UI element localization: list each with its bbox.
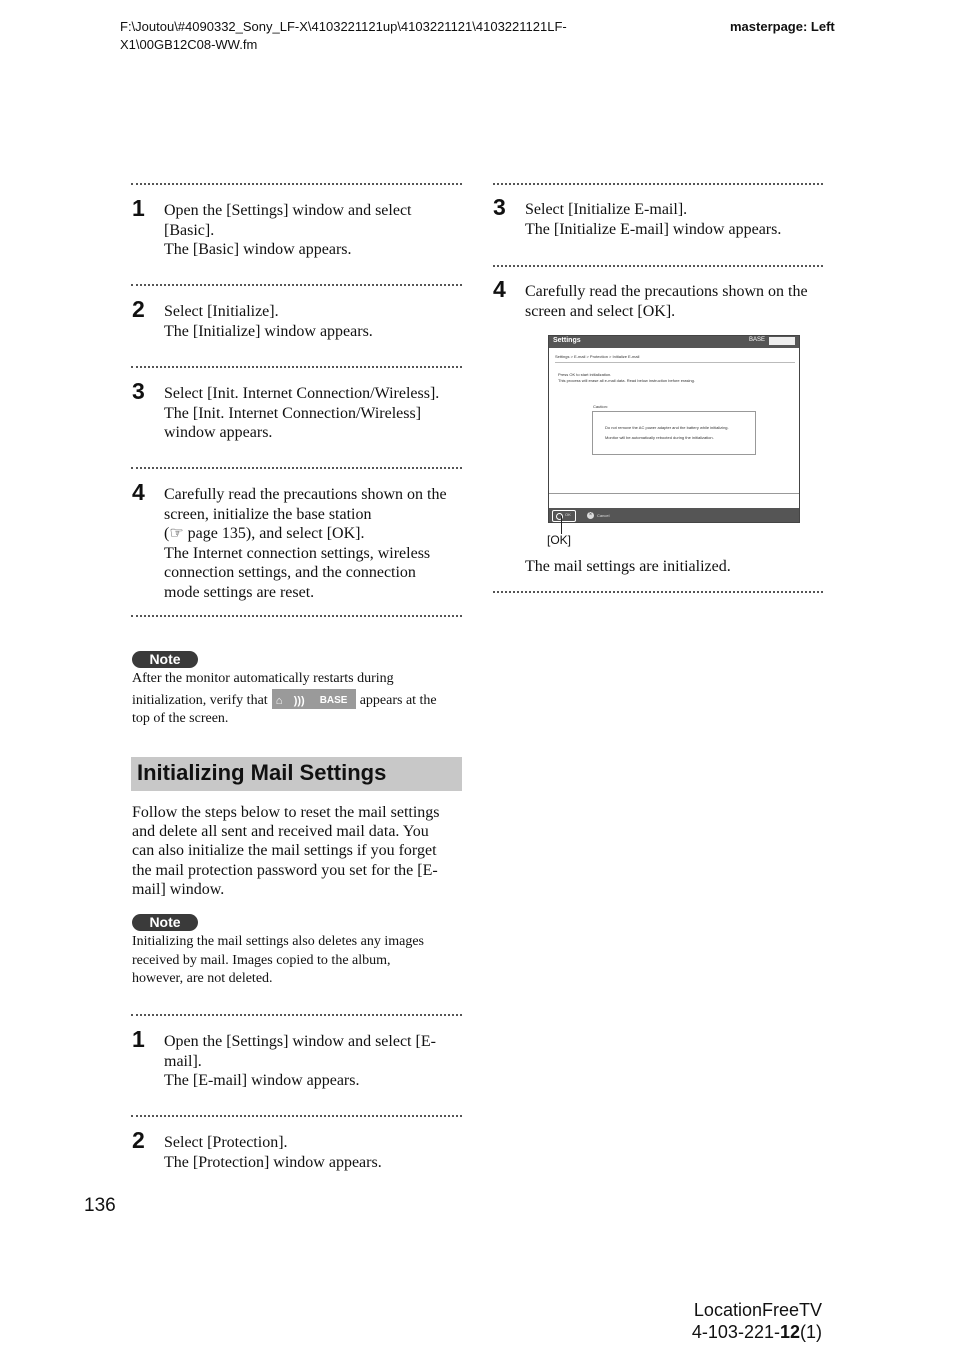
note-line: After the monitor automatically restarts during	[132, 671, 394, 686]
file-path-line1: F:\Joutou\#4090332_Sony_LF-X\4103221121up\4103221121\4103221121LF-	[120, 19, 567, 34]
clock-indicator	[769, 337, 795, 345]
note-line: Initializing the mail settings also deletes any images	[132, 934, 424, 949]
intro-line: can also initialize the mail settings if you forget	[132, 842, 437, 860]
note-line-text: initialization, verify that	[132, 692, 268, 708]
divider	[131, 615, 462, 617]
caution-box	[592, 411, 756, 455]
step-text: Open the [Settings] window and select [Basic]. The [Basic] window appears.	[164, 202, 412, 258]
intro-line: the mail protection password you set for the [E-	[132, 861, 438, 879]
note-line: however, are not deleted.	[132, 971, 273, 986]
intro-line: mail] window.	[132, 880, 225, 898]
step-text: Select [Protection]. The [Protection] window appears.	[164, 1134, 382, 1171]
message-line: This process will erase all e-mail data. Read below instruction before erasing.	[558, 378, 695, 383]
doc-code-pre: 4-103-221-	[691, 1322, 780, 1342]
screenshot-title: Settings	[553, 337, 581, 344]
step-number: 1	[132, 195, 145, 221]
note-line: top of the screen.	[132, 711, 229, 726]
step-text: Select [Init. Internet Connection/Wireless]. The [Init. Internet Connection/Wireless] window appears.	[164, 385, 440, 441]
note-badge: Note	[132, 914, 198, 931]
page-number: 136	[84, 1195, 116, 1216]
ok-button[interactable]	[552, 510, 576, 522]
note-line	[132, 689, 472, 711]
section-heading	[131, 757, 462, 791]
step-text: Carefully read the precautions shown on the screen and select [OK].	[525, 283, 808, 320]
wireless-icon: )))	[293, 694, 305, 707]
result-text: The mail settings are initialized.	[525, 558, 731, 575]
screenshot-message	[558, 372, 695, 384]
caution-line: Monitor will be automatically rebooted during the initialization.	[605, 435, 714, 440]
step-number: 4	[493, 276, 506, 302]
note-line-text: appears at the	[359, 692, 437, 708]
step-number: 3	[493, 194, 506, 220]
step-text: Open the [Settings] window and select [E- mail]. The [E-mail] window appears.	[164, 1033, 436, 1089]
step-number: 2	[132, 1127, 145, 1153]
note-badge: Note	[132, 651, 198, 668]
note-text	[132, 933, 472, 989]
base-status-icon	[272, 689, 356, 709]
cancel-icon: ×	[588, 512, 593, 518]
product-name: LocationFreeTV	[693, 1300, 822, 1320]
divider	[493, 591, 823, 593]
ok-label: OK	[565, 512, 571, 517]
caution-label: Caution:	[593, 404, 608, 409]
intro-line: Follow the steps below to reset the mail settings	[132, 804, 440, 821]
section-title: Initializing Mail Settings	[137, 760, 387, 785]
divider	[131, 366, 462, 368]
screenshot-title-bar	[549, 336, 799, 348]
step-text: Select [Initialize E-mail]. The [Initialize E-mail] window appears.	[525, 201, 782, 238]
step-text: Carefully read the precautions shown on the screen, initialize the base station (☞ page 135), and select [OK]. The Internet connection settings, wireless connection settings, and the connection mode settings are reset.	[164, 486, 447, 601]
base-label: BASE	[319, 694, 348, 706]
step-number: 4	[132, 479, 145, 505]
intro-paragraph	[132, 803, 472, 899]
screenshot-breadcrumb: Settings > E-mail > Protection > Initialize E-mail	[555, 354, 795, 363]
file-path-line2: X1\00GB12C08-WW.fm	[120, 37, 258, 52]
intro-line: and delete all sent and received mail data. You	[132, 823, 429, 841]
initialize-email-screenshot	[548, 335, 800, 523]
divider	[131, 467, 462, 469]
cancel-button[interactable]: Cancel	[597, 513, 610, 518]
divider	[493, 265, 823, 267]
divider	[131, 183, 462, 185]
footer	[600, 1299, 822, 1343]
divider	[131, 1115, 462, 1117]
divider	[131, 284, 462, 286]
message-line: Press OK to start initialization.	[558, 372, 612, 377]
step-number: 3	[132, 378, 145, 404]
masterpage-label: masterpage: Left	[730, 19, 835, 34]
screenshot-footer	[549, 508, 799, 522]
note-line: received by mail. Images copied to the album,	[132, 952, 391, 968]
doc-code	[600, 1321, 822, 1343]
step-number: 1	[132, 1026, 145, 1052]
step-number: 2	[132, 296, 145, 322]
doc-code-bold: 12	[779, 1322, 800, 1342]
divider	[131, 1014, 462, 1016]
caution-line: Do not remove the AC power adapter and the battery while initializing.	[605, 425, 729, 430]
step-text: Select [Initialize]. The [Initialize] window appears.	[164, 303, 373, 340]
footer-divider	[549, 493, 799, 494]
note-text	[132, 670, 472, 729]
home-icon: ⌂	[275, 694, 283, 707]
ok-callout-label: [OK]	[547, 533, 572, 547]
screenshot-status: BASE	[748, 337, 765, 343]
callout-line	[561, 516, 562, 534]
file-path	[120, 18, 567, 54]
doc-code-post: (1)	[800, 1322, 822, 1342]
divider	[493, 183, 823, 185]
